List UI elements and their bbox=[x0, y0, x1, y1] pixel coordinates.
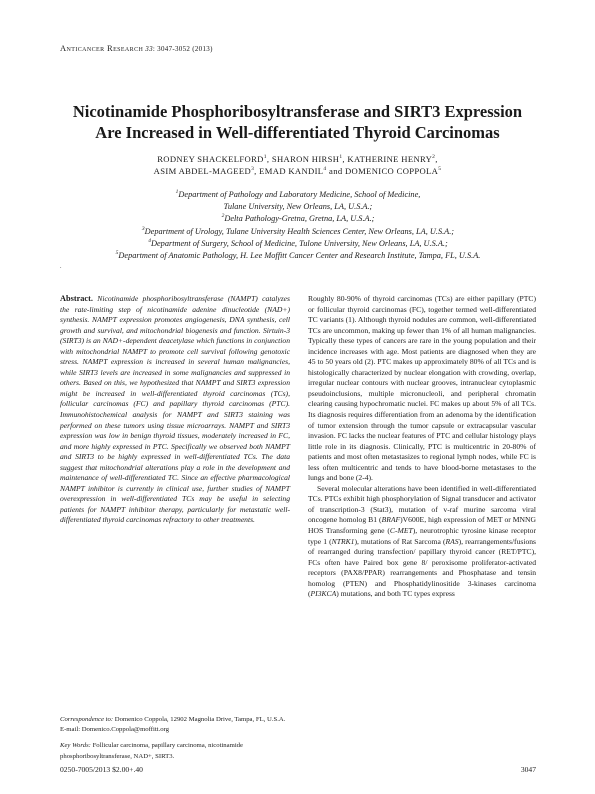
affiliation-3-sup: 3 bbox=[141, 225, 145, 232]
gene-braf: BRAF bbox=[381, 515, 401, 525]
affiliation-4-sup: 4 bbox=[148, 237, 151, 244]
author-3-sup: 2 bbox=[432, 154, 436, 160]
correspondence-text: Domenico Coppola, 12902 Magnolia Drive, Tampa, FL, U.S.A. E-mail: Domenico.Coppola@moffitt.org bbox=[60, 716, 286, 734]
journal-name: Anticancer Research bbox=[60, 43, 144, 53]
stray-mark: . bbox=[60, 264, 62, 270]
journal-header bbox=[60, 43, 540, 54]
author-6-sup: 5 bbox=[438, 166, 442, 172]
keywords-text: Follicular carcinoma, papillary carcinoma, nicotinamide phosphoribosyltransferase, NAD+, SIRT3. bbox=[60, 742, 243, 760]
author-4: ASIM ABDEL-MAGEED bbox=[153, 166, 252, 176]
gene-pi3kca: PI3KCA bbox=[310, 589, 337, 599]
paper-title-line-1: Nicotinamide Phosphoribosyltransferase and SIRT3 Expression bbox=[72, 102, 523, 121]
paper-title bbox=[40, 101, 555, 143]
gene-cmet: C-MET bbox=[389, 526, 413, 536]
abstract-label: Abstract. bbox=[60, 294, 93, 303]
affiliation-2 bbox=[48, 213, 548, 225]
affiliation-5-sup: 5 bbox=[115, 250, 119, 257]
journal-pages-year: : 3047-3052 (2013) bbox=[152, 45, 213, 53]
abstract-text: Nicotinamide phosphoribosyltransferase (NAMPT) catalyzes the rate-limiting step of nicotinamide adenine dinucleotide (NAD+) synthesis. NAMPT expression promotes angiogenesis, DNA synthesis, cell growth and survival, and mitochondrial biogenesis and function. Sirtuin-3 (SIRT3) is an NAD+-dependent deacetylase which functions in conjunction with mitochondrial NAMPT to promote cell survival following genotoxic stress. NAMPT expression is increased in several human malignancies, while SIRT3 levels are increased in some malignancies and suppressed in others. Based on this, we hypothesized that NAMPT and SIRT3 expression might be increased in well-differentiated thyroid carcinomas (TCs), follicular carcinomas (FC) and papillary thyroid carcinomas (PTC). Immunohistochemical analysis for NAMPT and SIRT3 staining was performed on these tumors using tissue microarrays. NAMPT and SIRT3 expression was low in benign thyroid tissues, moderately increased in FC, and more highly expressed in PTC. Specifically we observed both NAMPT and SIRT3 to be highly expressed in well-differentiated TCs. The data suggest that mitochondrial alterations play a role in the development and maintenance of well-differentiated TC. Since an effective pharmacological NAMPT inhibitor is currently in clinical use, further studies of NAMPT overexpression in well-differentiated TCs may be useful in selecting patients for NAMPT inhibitor therapy, particularly for metastatic well-differentiated thyroid carcinomas refractory to other treatments. bbox=[60, 294, 290, 525]
footnotes bbox=[60, 715, 290, 768]
author-list: RODNEY SHACKELFORD$^1$, SHARON HIRSH$^1$, KATHERINE HENRY$^2$, ASIM ABDEL-MAGEED$^3$, EMAD KANDIL$^4$ and DOMENICO COPPOLA$^5$ bbox=[153, 154, 442, 176]
author-6: DOMENICO COPPOLA bbox=[345, 166, 439, 176]
journal-volume: 33 bbox=[145, 45, 153, 53]
affiliation-5-text: Department of Anatomic Pathology, H. Lee Moffitt Cancer Center and Research Institute, Tampa, FL, U.S.A. bbox=[118, 251, 481, 261]
affiliation-1-cont-text: Tulane University, New Orleans, LA, U.S.A.; bbox=[223, 202, 373, 212]
correspondence-note bbox=[60, 715, 290, 735]
body-paragraph-1: Roughly 80-90% of thyroid carcinomas (TCs) are either papillary (PTC) or follicular thyroid carcinomas (FC), together termed well-differentiated TC variants (1). Although thyroid nodules are common, well-differentiated TCs are uncommon, making up fewer than 1% of all human malignancies. Typically these types of cancers are rare in the young population and their incidence increases with age. Most patients are diagnosed when they are 45 to 50 years old (2). PTC makes up approximately 80% of all TCs and is histologically characterized by nuclear elongation with crowding, overlap, irregular nuclear contours with nuclear grooves, intranuclear cytoplasmic pseudoinclusions, multiple micronucleoli, and peripheral chromatin clearing causing hypochromatic nuclei. FC makes up about 5% of all TCs. Its diagnosis requires differentiation from an adenoma by the identification of tumor extension through the tumor capsule or extracapsular vascular invasion. FC lacks the nuclear features of PTC and cellular histology plays little role in its diagnosis. Clinically, PTC is multicentric in 20-80% of patients and most often metastasizes to regional lymph nodes, while FC is less often multicentric and tends to have blood-borne metastases to the lungs and bone (2-4). bbox=[308, 294, 536, 483]
body-p2-segment-c: ), neurotrophic tyrosine kinase receptor type 1 ( bbox=[308, 526, 536, 546]
author-2: SHARON HIRSH bbox=[271, 154, 340, 164]
author-5: EMAD KANDIL bbox=[259, 166, 324, 176]
correspondence-label: Correspondence to: bbox=[60, 716, 114, 723]
gene-ras: RAS bbox=[445, 536, 459, 546]
affiliation-3 bbox=[48, 226, 548, 238]
author-1: RODNEY SHACKELFORD bbox=[157, 154, 264, 164]
issn-code: 0250-7005/2013 $2.00+.40 bbox=[60, 765, 143, 774]
author-5-sup: 4 bbox=[323, 166, 327, 172]
abstract-column bbox=[60, 294, 290, 526]
affiliation-2-text: Delta Pathology-Gretna, Gretna, LA, U.S.A.; bbox=[224, 214, 375, 224]
gene-ntrk1: NTRK1 bbox=[331, 536, 355, 546]
keywords-label: Key Words: bbox=[60, 742, 91, 750]
affiliation-1-cont bbox=[48, 201, 548, 213]
keywords-note bbox=[60, 741, 290, 761]
author-4-sup: 3 bbox=[251, 166, 255, 172]
affiliation-4 bbox=[48, 238, 548, 250]
body-paragraph-2 bbox=[308, 484, 536, 600]
body-column bbox=[308, 294, 536, 600]
paper-title-line-2: Are Increased in Well-differentiated Thyroid Carcinomas bbox=[95, 123, 500, 142]
body-p2-segment-f: ) mutations, and both TC types express bbox=[336, 589, 455, 599]
affiliation-1-text: Department of Pathology and Laboratory Medicine, School of Medicine, bbox=[178, 190, 421, 199]
page-number: 3047 bbox=[520, 765, 536, 774]
author-1-sup: 1 bbox=[263, 154, 267, 160]
affiliation-1 bbox=[48, 189, 548, 201]
author-2-sup: 1 bbox=[339, 154, 343, 160]
affiliation-1-sup: 1 bbox=[175, 189, 179, 195]
affiliation-5 bbox=[48, 250, 548, 262]
author-3: KATHERINE HENRY bbox=[347, 154, 433, 164]
body-p2-segment-d: ), mutations of Rat Sarcoma ( bbox=[354, 536, 446, 546]
affiliation-list bbox=[48, 189, 548, 262]
affiliation-4-text: Department of Surgery, School of Medicine, Tulone University, New Orleans, LA, U.S.A.; bbox=[151, 238, 448, 248]
affiliation-2-sup: 2 bbox=[221, 213, 225, 220]
body-p2-segment-e: ), rearrangements/fusions of rearranged during transfection/ papillary thyroid cancer (RET/PTC), FCs often have Paired box gene 8/ peroxisome proliferator-activated receptors (PAX8/PPAR) rearrangements and Phosphatase and tensin homolog (PTEN) and Phosphatidylinositide 3-kinases carcinoma ( bbox=[308, 536, 536, 599]
body-p2-segment-a: Several molecular alterations have been identified in well-differentiated TCs. PTCs exhibit high phosphorylation of Signal transducer and activator of transcription-3 (Stat3), mutation of v-raf murine sarcoma viral oncogene homolog B1 ( bbox=[308, 483, 536, 525]
body-p2-segment-b: )V600E, high expression of MET or MNNG HOS Transforming gene ( bbox=[308, 515, 537, 536]
affiliation-3-text: Department of Urology, Tulane University Health Sciences Center, New Orleans, LA, U.S.A.; bbox=[144, 226, 455, 236]
